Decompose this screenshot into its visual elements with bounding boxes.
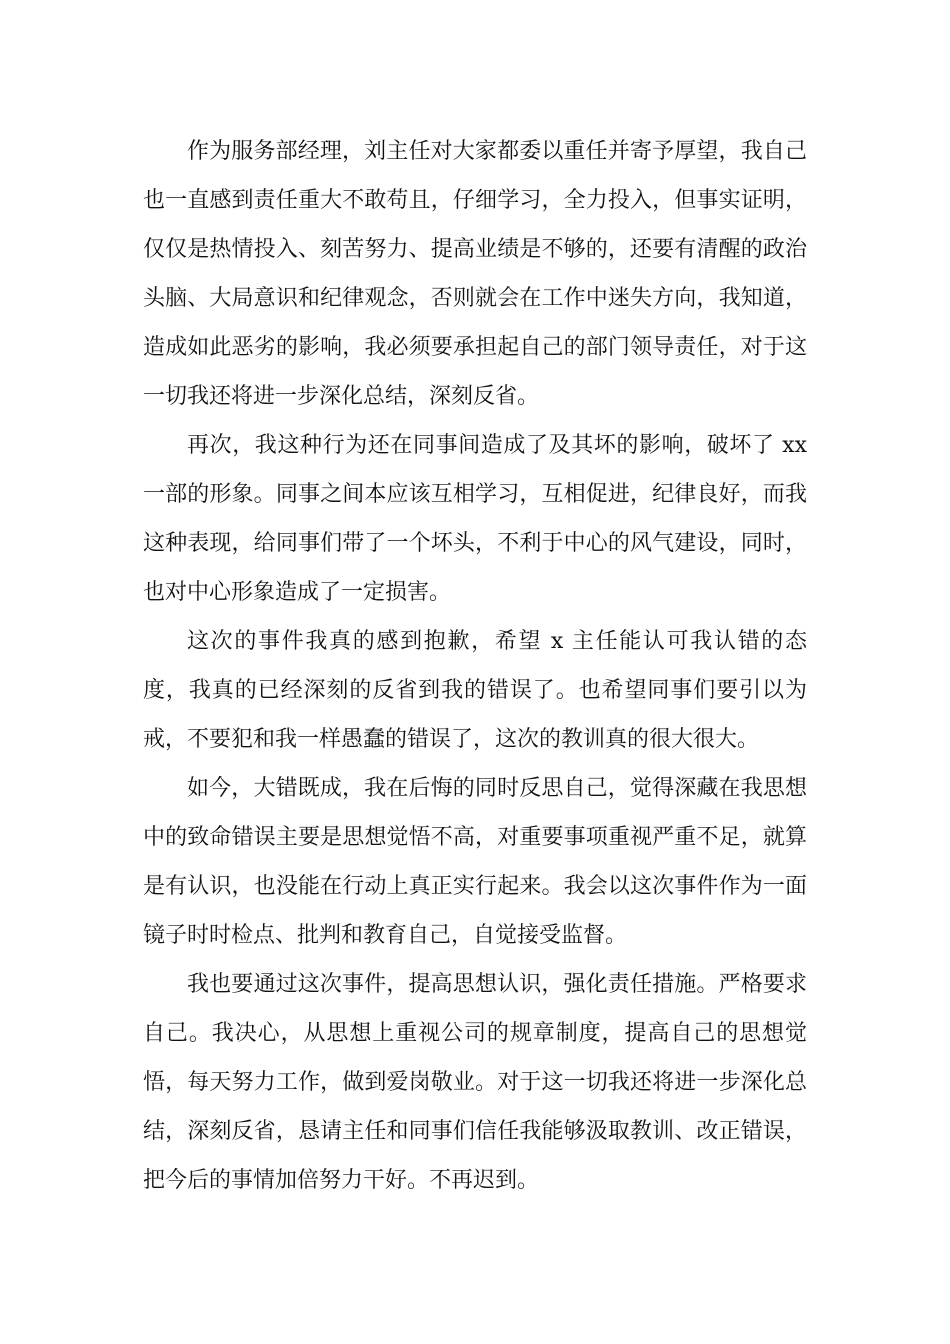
paragraph-1: 作为服务部经理，刘主任对大家都委以重任并寄予厚望，我自己也一直感到责任重大不敢苟且，仔细学习，全力投入，但事实证明，仅仅是热情投入、刻苦努力、提高业绩是不够的，还要有清醒的政治头脑、大局意识和纪律观念，否则就会在工作中迷失方向，我知道，造成如此恶劣的影响，我必须要承担起自己的部门领导责任，对于这一切我还将进一步深化总结，深刻反省。 [143,139,807,409]
paragraph-4: 如今，大错既成，我在后悔的同时反思自己，觉得深藏在我思想中的致命错误主要是思想觉悟不高，对重要事项重视严重不足，就算是有认识，也没能在行动上真正实行起来。我会以这次事件作为一面镜子时时检点、批判和教育自己，自觉接受监督。 [143,776,807,948]
paragraph-3: 这次的事件我真的感到抱歉，希望 x 主任能认可我认错的态度，我真的已经深刻的反省到我的错误了。也希望同事们要引以为戒，不要犯和我一样愚蠢的错误了，这次的教训真的很大很大。 [143,629,807,752]
paragraph-2: 再次，我这种行为还在同事间造成了及其坏的影响，破坏了 xx 一部的形象。同事之间本应该互相学习，互相促进，纪律良好，而我这种表现，给同事们带了一个坏头，不利于中心的风气建设，同时，也对中心形象造成了一定损害。 [143,433,807,605]
document-body [143,127,807,1205]
paragraph-5: 我也要通过这次事件，提高思想认识，强化责任措施。严格要求自己。我决心，从思想上重视公司的规章制度，提高自己的思想觉悟，每天努力工作，做到爱岗敬业。对于这一切我还将进一步深化总结，深刻反省，恳请主任和同事们信任我能够汲取教训、改正错误，把今后的事情加倍努力干好。不再迟到。 [143,972,807,1193]
